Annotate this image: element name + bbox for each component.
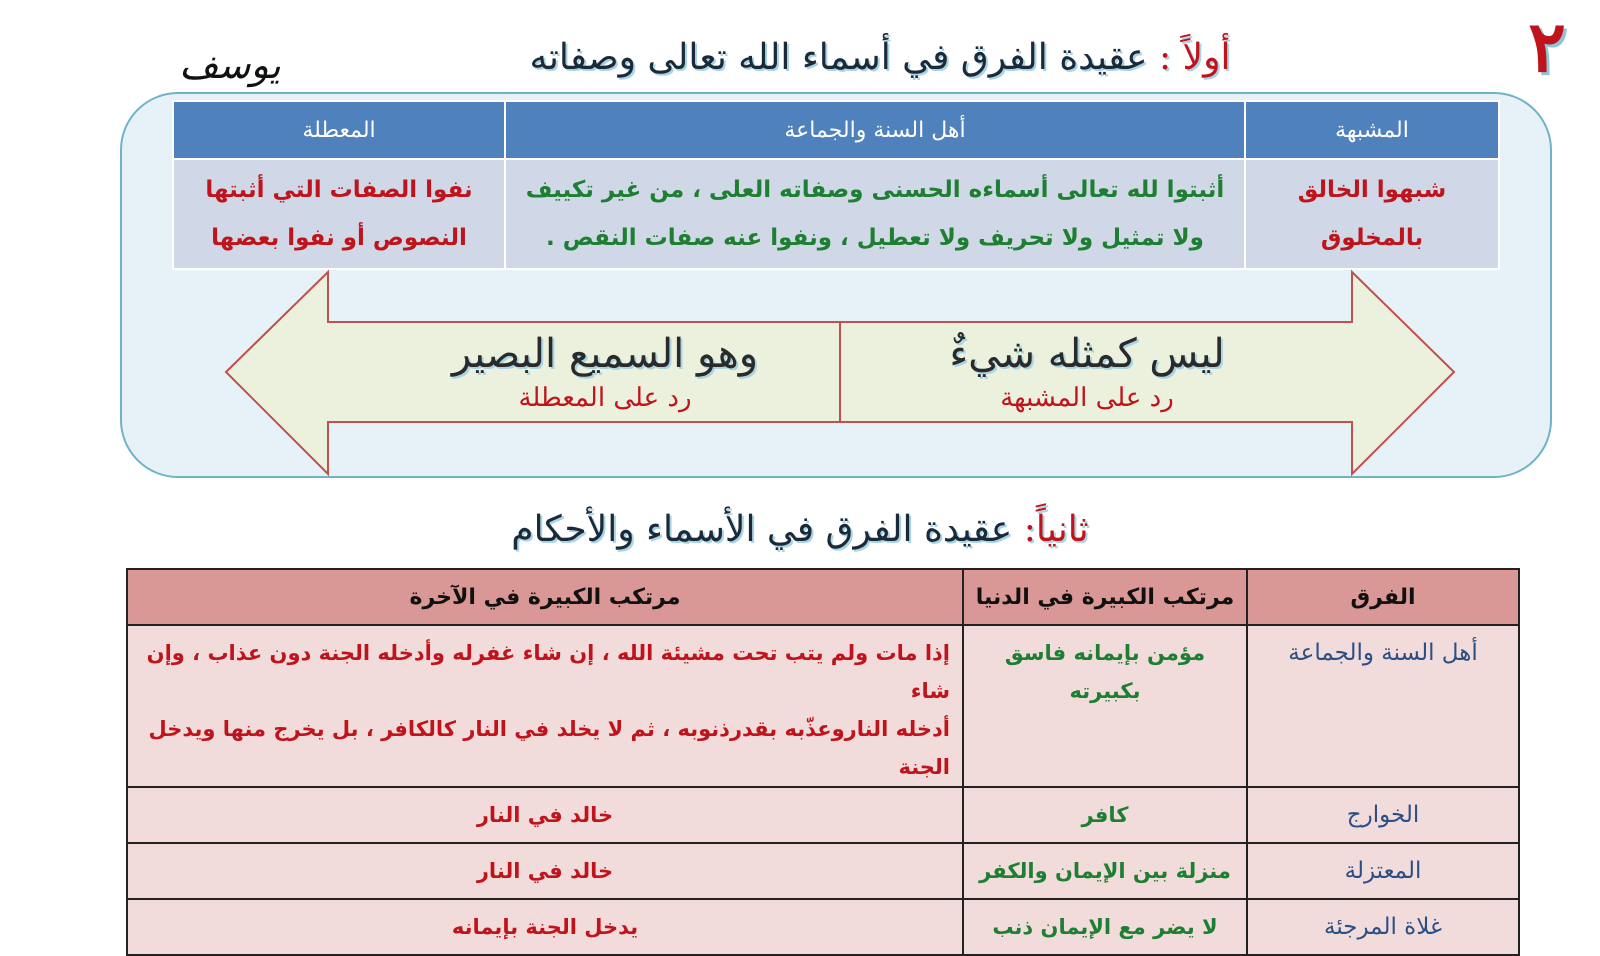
author-signature: يوسف [179, 43, 281, 87]
sects-rulings-table [126, 568, 1520, 956]
cell-akhira: خالد في النار [127, 787, 963, 843]
table-row [127, 899, 1519, 955]
section2-title [420, 500, 1180, 560]
table-row [127, 787, 1519, 843]
verse-text: وهو السميع البصير [451, 331, 759, 377]
section1-title-lead: أولاً : [1158, 37, 1231, 78]
verse-text: ليس كمثله شيءٌ [949, 331, 1225, 377]
table-row [127, 625, 1519, 787]
cell-sect: الخوارج [1247, 787, 1519, 843]
section2-title-lead: ثانياً: [1023, 509, 1089, 550]
cell-line: بالمخلوق [1320, 225, 1424, 251]
verse-reply: رد على المشبهة [1000, 383, 1174, 413]
cell-akhira: يدخل الجنة بإيمانه [127, 899, 963, 955]
cell-akhira: خالد في النار [127, 843, 963, 899]
cell-dunya: كافر [963, 787, 1247, 843]
header-akhira: مرتكب الكبيرة في الآخرة [127, 569, 963, 625]
table-header-row [127, 569, 1519, 625]
cell-dunya: مؤمن بإيمانه فاسق بكبيرته [963, 625, 1247, 787]
cell-line: نفوا الصفات التي أثبتها [205, 177, 473, 203]
header-mushabbiha: المشبهة [1245, 101, 1499, 159]
verse-right [842, 326, 1332, 414]
cell-akhira [127, 625, 963, 787]
section1-title-text: عقيدة الفرق في أسماء الله تعالى وصفاته [529, 37, 1148, 78]
header-sect: الفرق [1247, 569, 1519, 625]
cell-line: أثبتوا لله تعالى أسماءه الحسنى وصفاته العلى ، من غير تكييف [525, 177, 1225, 203]
verse-reply: رد على المعطلة [518, 383, 692, 413]
cell-dunya: منزلة بين الإيمان والكفر [963, 843, 1247, 899]
cell-line: أدخله الناروعذّبه بقدرذنوبه ، ثم لا يخلد في النار كالكافر ، بل يخرج منها ويدخل الجنة [148, 717, 950, 779]
cell-sect: غلاة المرجئة [1247, 899, 1519, 955]
header-muattila: المعطلة [173, 101, 505, 159]
header-ahl-sunnah: أهل السنة والجماعة [505, 101, 1245, 159]
cell-line: شبهوا الخالق [1297, 177, 1447, 203]
cell-line: إذا مات ولم يتب تحت مشيئة الله ، إن شاء غفرله وأدخله الجنة دون عذاب ، وإن شاء [146, 641, 950, 703]
table-row [127, 843, 1519, 899]
section2-title-text: عقيدة الفرق في الأسماء والأحكام [511, 509, 1013, 550]
page-number: ٢ [1528, 5, 1566, 88]
verse-left [380, 326, 830, 414]
cell-sect: أهل السنة والجماعة [1247, 625, 1519, 787]
cell-line: النصوص أو نفوا بعضها [211, 225, 467, 251]
cell-dunya: لا يضر مع الإيمان ذنب [963, 899, 1247, 955]
cell-sect: المعتزلة [1247, 843, 1519, 899]
cell-line: ولا تمثيل ولا تحريف ولا تعطيل ، ونفوا عنه صفات النقص . [546, 225, 1204, 251]
header-dunya: مرتكب الكبيرة في الدنيا [963, 569, 1247, 625]
